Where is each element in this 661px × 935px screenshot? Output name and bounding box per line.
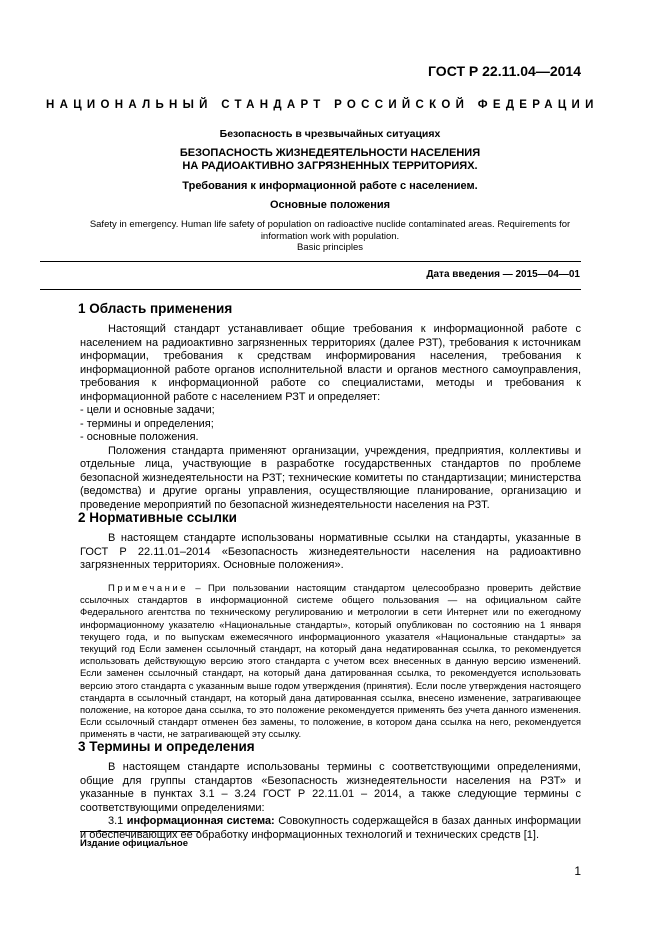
introduction-date: Дата введения — 2015—04—01 — [426, 269, 580, 280]
term-number: 3.1 — [108, 815, 127, 827]
divider — [40, 289, 581, 290]
english-title-line3: Basic principles — [297, 242, 363, 253]
title-main-line2: НА РАДИОАКТИВНО ЗАГРЯЗНЕННЫХ ТЕРРИТОРИЯХ. — [182, 160, 478, 172]
note-text: – При пользовании настоящим стандартом целесообразно проверить действие ссылочных стандартов в информационной системе общего пользования — на официальном сайте Федерального агентства по техническому регулированию и метрологии в сети Интернет или по ежегодному информационному указателю «Национальные стандарты», который опубликован по состоянию на 1 января текущего года, и по выпускам ежемесячного информационного указателя «Национальные стандарты» за текущий год Если заменен ссылочный стандарт, на который дана недатированная ссылка, то рекомендуется использовать действующую версию этого стандарта с учетом всех внесенных в данную версию изменений. Если заменен ссылочный стандарт, на который дана датированная ссылка, то рекомендуется использовать версию этого стандарта с указанным выше годом утверждения (принятия). Если после утверждения настоящего стандарта в ссылочный стандарт, на который дана датированная ссылка, внесено изменение, затрагивающее положение, на которое дана ссылка, то это положение рекомендуется применять без учета данного изменения. Если ссылочный стандарт отменен без замены, то положение, в котором дана ссылка на него, рекомендуется применять в части, не затрагивающей эту ссылку. — [80, 583, 581, 741]
term-name: информационная система: — [126, 815, 275, 827]
list-item: - основные положения. — [80, 431, 199, 443]
section-2-paragraph — [80, 532, 581, 573]
section-1-body — [80, 323, 581, 512]
title-series: Безопасность в чрезвычайных ситуациях — [219, 128, 441, 140]
english-title-line2: information work with population. — [260, 231, 400, 242]
list-item: - термины и определения; — [80, 417, 214, 430]
english-title-line1: Safety in emergency. Human life safety of population on radioactive nuclide contaminated areas. Requirements for — [89, 219, 571, 230]
section-3-body — [80, 761, 581, 842]
section-1-paragraph: Настоящий стандарт устанавливает общие требования к информационной работе с населением на радиоактивно загрязненных территориях (далее РЗТ), требования к источникам информации, требования к средствам информирования населения, требования к информационной работе органов исполнительной власти и органов местного самоуправления, требования к информационной работе со специалистами, методы и требования к информационной работе с населением РЗТ и определяет: — [80, 323, 581, 403]
divider — [40, 261, 581, 262]
term-text: Совокупность содержащейся в базах данных информации и обеспечивающих ее обработку информационных технологий и технических средств [1]. — [80, 815, 581, 841]
section-1-heading: 1 Область применения — [78, 301, 233, 316]
title-sub1: Требования к информационной работе с населением. — [182, 180, 478, 192]
national-standard-banner: НАЦИОНАЛЬНЫЙ СТАНДАРТ РОССИЙСКОЙ ФЕДЕРАЦИИ — [46, 99, 599, 111]
section-2-note — [80, 583, 581, 742]
section-3-heading: 3 Термины и определения — [78, 739, 255, 754]
title-sub2: Основные положения — [269, 199, 391, 211]
title-main-line1: БЕЗОПАСНОСТЬ ЖИЗНЕДЕЯТЕЛЬНОСТИ НАСЕЛЕНИЯ — [179, 147, 481, 159]
list-item: - цели и основные задачи; — [80, 404, 215, 416]
section-2-heading: 2 Нормативные ссылки — [78, 510, 237, 525]
section-3-paragraph: В настоящем стандарте использованы термины с соответствующими определениями, общие для группы стандартов «Безопасность жизнедеятельности населения на РЗТ» и указанные в пунктах 3.1 – 3.24 ГОСТ Р 22.11.01 – 2014, а также следующие термины с соответствующими определениями: — [80, 761, 581, 814]
official-edition-label: Издание официальное — [80, 838, 188, 849]
note-label: Примечание — [108, 583, 188, 594]
page-number: 1 — [574, 864, 581, 878]
standard-code: ГОСТ Р 22.11.04—2014 — [428, 63, 581, 79]
footer-divider — [80, 831, 200, 832]
section-2-text: В настоящем стандарте использованы нормативные ссылки на стандарты, указанные в ГОСТ Р 22.11.01–2014 «Безопасность жизнедеятельности населения на радиоактивно загрязненных территориях. Основные положения». — [80, 532, 581, 571]
section-1-paragraph: Положения стандарта применяют организации, учреждения, предприятия, коллективы и отдельные лица, участвующие в разработке государственных стандартов по проблеме безопасной жизнедеятельности на РЗТ; технические комитеты по стандартизации; министерства (ведомства) и другие органы управления, осуществляющие планирование, организацию и проведение мероприятий по безопасной жизнедеятельности населения на РЗТ. — [80, 444, 581, 511]
